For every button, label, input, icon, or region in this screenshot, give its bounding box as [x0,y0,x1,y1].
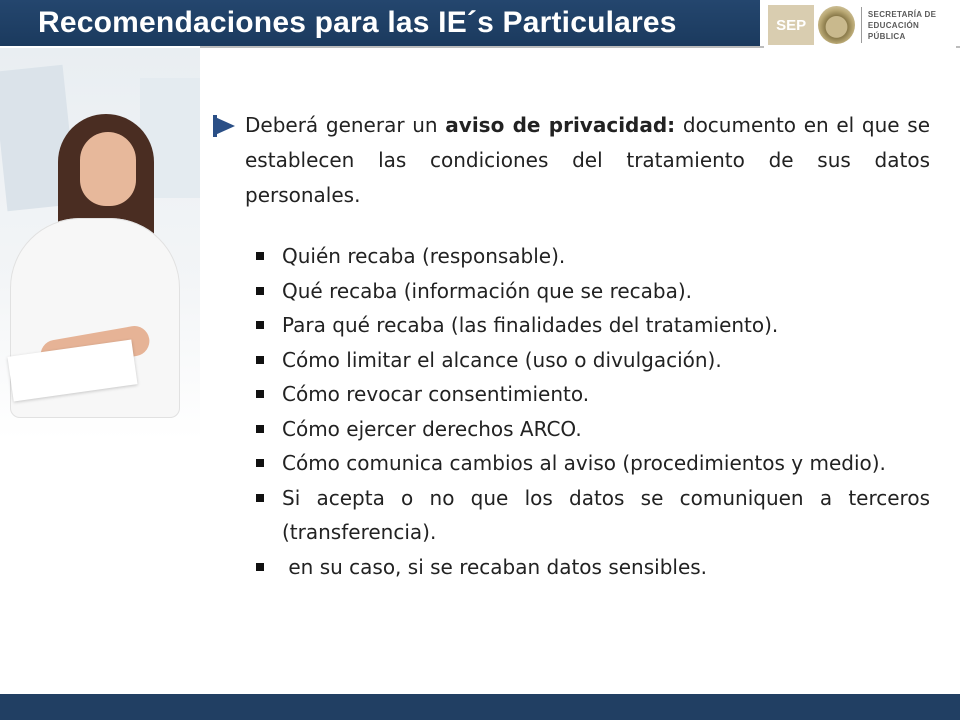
list-item-text: Cómo comunica cambios al aviso (procedimientos y medio). [282,451,886,475]
square-bullet-icon [256,252,264,260]
logo-line-1: SECRETARÍA DE [867,9,937,19]
intro-suffix: documento en el que se establecen las condiciones del tratamiento de sus datos personales. [245,113,930,207]
title-bar [0,0,760,46]
list-item [210,550,930,585]
square-bullet-icon [256,356,264,364]
national-seal-icon [818,6,855,44]
list-item-text: Para qué recaba (las finalidades del tratamiento). [282,313,779,337]
square-bullet-icon [256,390,264,398]
list-item-text: Cómo revocar consentimiento. [282,382,590,406]
list-item [210,446,930,481]
list-item [210,412,930,447]
logo-divider [861,7,862,43]
intro-bold: aviso de privacidad: [445,113,676,137]
list-item-text: Qué recaba (información que se recaba). [282,278,693,303]
content [210,108,930,584]
page-title: Recomendaciones para las IE´s Particulares [38,6,677,39]
sep-badge: SEP [768,5,814,45]
woman-at-desk-photo [0,48,200,440]
square-bullet-icon [256,321,264,329]
list-item-text: en su caso, si se recaban datos sensibles. [282,554,708,579]
list-item [210,308,930,343]
square-bullet-icon [256,494,264,502]
arrow-bullet-icon [215,117,235,135]
logo-text [868,9,956,42]
requirements-list [210,239,930,584]
list-item-text: Si acepta o no que los datos se comuniquen a terceros (transferencia). [282,485,930,544]
list-item [210,481,930,550]
list-item [210,377,930,412]
intro-paragraph [245,108,930,213]
list-item [210,239,930,274]
footer-bar [0,694,960,720]
square-bullet-icon [256,425,264,433]
list-item [210,343,930,378]
logo-line-2: EDUCACIÓN PÚBLICA [867,20,920,41]
sep-logo [764,2,956,48]
intro-prefix: Deberá generar un [245,113,446,137]
list-item-text: Quién recaba (responsable). [282,244,566,268]
square-bullet-icon [256,287,264,295]
list-item [210,274,930,309]
list-item-text: Cómo limitar el alcance (uso o divulgación). [282,347,722,372]
square-bullet-icon [256,459,264,467]
list-item-text: Cómo ejercer derechos ARCO. [282,416,582,441]
square-bullet-icon [256,563,264,571]
